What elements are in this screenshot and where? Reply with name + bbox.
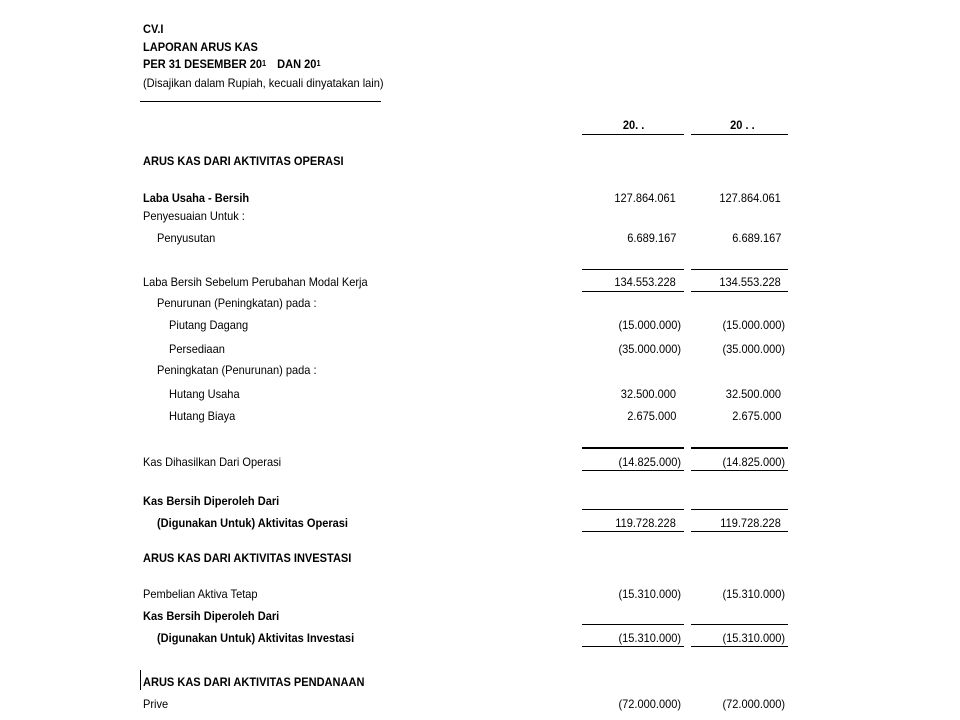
column-a-underline: [582, 134, 684, 135]
pre-wc-a: 134.553.228: [614, 275, 676, 289]
pre-wc-topline-b: [691, 269, 788, 270]
accrued-label: Hutang Biaya: [169, 409, 236, 423]
fixed-assets-b: (15.310.000): [722, 587, 785, 601]
increase-label: Peningkatan (Penurunan) pada :: [157, 363, 317, 377]
pre-wc-b: 134.553.228: [719, 275, 781, 289]
inventory-label: Persediaan: [169, 342, 225, 356]
net-inv-topline-a: [582, 624, 684, 625]
net-ops-label-2: (Digunakan Untuk) Aktivitas Operasi: [157, 516, 349, 530]
cash-ops-bottomline-b: [691, 470, 788, 471]
accrued-a: 2.675.000: [626, 409, 676, 423]
accrued-b: 2.675.000: [731, 409, 781, 423]
text-cursor: [140, 670, 141, 690]
report-period: [143, 57, 321, 71]
operating-heading: ARUS KAS DARI AKTIVITAS OPERASI: [143, 154, 344, 168]
column-b-underline: [691, 134, 788, 135]
cash-ops-topline-b: [691, 447, 788, 449]
inventory-b: (35.000.000): [722, 342, 785, 356]
net-income-a: 127.864.061: [614, 191, 676, 205]
period-end-tail: 1: [316, 59, 321, 68]
investing-heading: ARUS KAS DARI AKTIVITAS INVESTASI: [143, 551, 352, 565]
period-and: DAN 20: [277, 57, 317, 71]
depreciation-b: 6.689.167: [731, 231, 781, 245]
cash-ops-label: Kas Dihasilkan Dari Operasi: [143, 455, 282, 469]
decrease-label: Penurunan (Peningkatan) pada :: [157, 296, 317, 310]
prive-label: Prive: [143, 697, 169, 711]
pre-wc-bottomline-b: [691, 291, 788, 292]
pre-wc-bottomline-a: [582, 291, 684, 292]
financing-heading: ARUS KAS DARI AKTIVITAS PENDANAAN: [143, 675, 365, 689]
receivables-b: (15.000.000): [722, 318, 785, 332]
period-start-tail: 1: [262, 59, 267, 68]
net-ops-topline-b: [691, 509, 788, 510]
net-ops-label-1: Kas Bersih Diperoleh Dari: [143, 494, 280, 508]
cash-ops-bottomline-a: [582, 470, 684, 471]
payables-a: 32.500.000: [620, 387, 676, 401]
net-ops-topline-a: [582, 509, 684, 510]
prive-b: (72.000.000): [722, 697, 785, 711]
receivables-label: Piutang Dagang: [169, 318, 249, 332]
report-note: (Disajikan dalam Rupiah, kecuali dinyatakan lain): [143, 76, 384, 90]
report-title: LAPORAN ARUS KAS: [143, 40, 258, 54]
adjustments-label: Penyesuaian Untuk :: [143, 209, 245, 223]
net-inv-bottomline-b: [691, 646, 788, 647]
company-name: CV.I: [143, 22, 164, 36]
net-inv-topline-b: [691, 624, 788, 625]
net-income-label: Laba Usaha - Bersih: [143, 191, 250, 205]
net-ops-bottomline-b: [691, 531, 788, 532]
cash-ops-topline-a: [582, 447, 684, 449]
prive-a: (72.000.000): [618, 697, 681, 711]
inventory-a: (35.000.000): [618, 342, 681, 356]
pre-wc-topline-a: [582, 269, 684, 270]
column-year-b: 20 . .: [730, 118, 755, 132]
net-inv-a: (15.310.000): [618, 631, 681, 645]
net-income-b: 127.864.061: [719, 191, 781, 205]
net-inv-label-2: (Digunakan Untuk) Aktivitas Investasi: [157, 631, 355, 645]
depreciation-a: 6.689.167: [626, 231, 676, 245]
fixed-assets-a: (15.310.000): [618, 587, 681, 601]
header-divider: [140, 101, 381, 102]
column-year-a: 20. .: [622, 118, 644, 132]
receivables-a: (15.000.000): [618, 318, 681, 332]
payables-b: 32.500.000: [725, 387, 781, 401]
net-inv-bottomline-a: [582, 646, 684, 647]
cash-ops-b: (14.825.000): [722, 455, 785, 469]
net-ops-bottomline-a: [582, 531, 684, 532]
net-inv-label-1: Kas Bersih Diperoleh Dari: [143, 609, 280, 623]
net-inv-b: (15.310.000): [722, 631, 785, 645]
payables-label: Hutang Usaha: [169, 387, 240, 401]
depreciation-label: Penyusutan: [157, 231, 216, 245]
fixed-assets-label: Pembelian Aktiva Tetap: [143, 587, 258, 601]
net-ops-a: 119.728.228: [615, 516, 676, 530]
pre-wc-label: Laba Bersih Sebelum Perubahan Modal Kerja: [143, 275, 368, 289]
period-start: PER 31 DESEMBER 20: [143, 57, 263, 71]
cash-ops-a: (14.825.000): [618, 455, 681, 469]
net-ops-b: 119.728.228: [720, 516, 781, 530]
